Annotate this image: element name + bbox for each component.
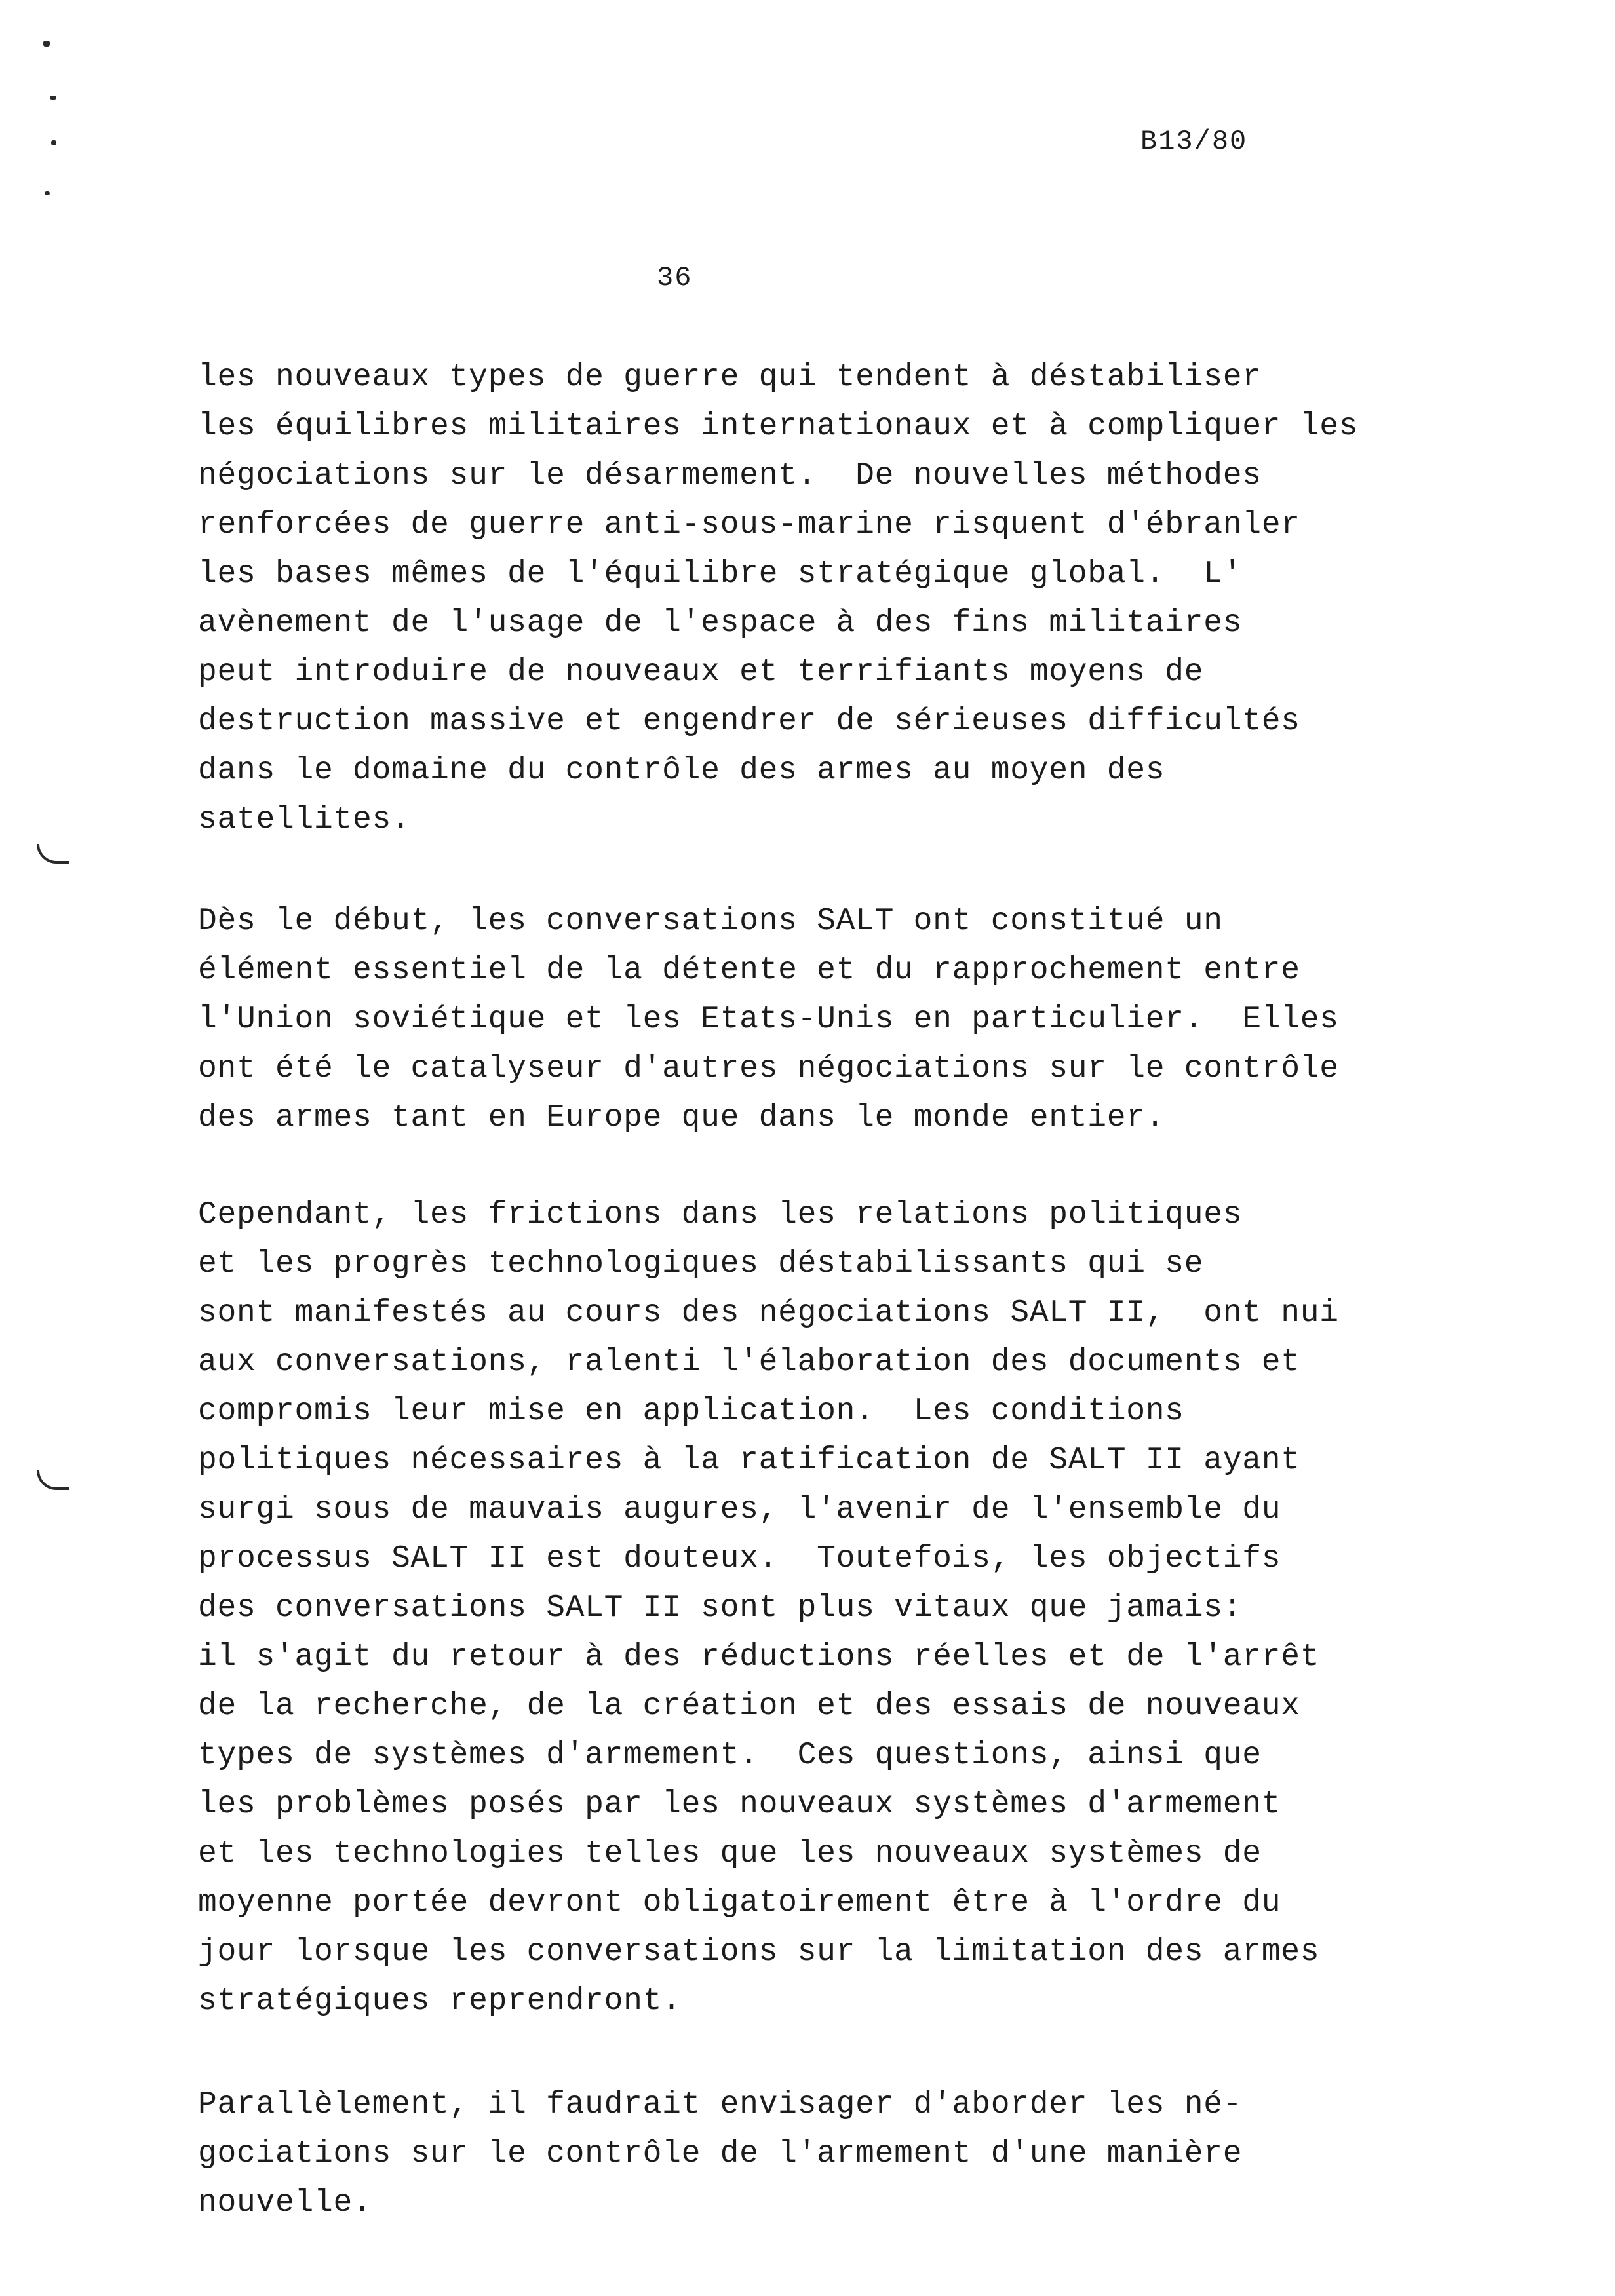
margin-binding-mark xyxy=(37,844,69,864)
margin-mark xyxy=(45,191,50,195)
text-line: et les technologies telles que les nouveaux systèmes de xyxy=(198,1836,1262,1871)
text-line: stratégiques reprendront. xyxy=(198,1983,682,2019)
text-line: destruction massive et engendrer de sérieuses difficultés xyxy=(198,704,1300,739)
paragraph xyxy=(198,897,1443,1143)
text-line: il s'agit du retour à des réductions réelles et de l'arrêt xyxy=(198,1639,1320,1675)
text-line: des armes tant en Europe que dans le monde entier. xyxy=(198,1100,1165,1136)
margin-mark xyxy=(50,96,56,100)
text-line: les nouveaux types de guerre qui tendent à déstabiliser xyxy=(198,360,1262,395)
text-line: avènement de l'usage de l'espace à des fins militaires xyxy=(198,605,1243,641)
text-line: processus SALT II est douteux. Toutefois, les objectifs xyxy=(198,1541,1281,1577)
margin-mark xyxy=(51,140,56,145)
text-line: renforcées de guerre anti-sous-marine risquent d'ébranler xyxy=(198,507,1300,543)
text-line: nouvelle. xyxy=(198,2185,372,2221)
document-reference: B13/80 xyxy=(1140,126,1248,157)
text-line: les équilibres militaires internationaux et à compliquer les xyxy=(198,409,1359,444)
paragraph xyxy=(198,353,1443,845)
text-line: aux conversations, ralenti l'élaboration des documents et xyxy=(198,1345,1300,1380)
text-line: négociations sur le désarmement. De nouvelles méthodes xyxy=(198,458,1262,493)
text-line: des conversations SALT II sont plus vitaux que jamais: xyxy=(198,1590,1243,1626)
text-line: gociations sur le contrôle de l'armement d'une manière xyxy=(198,2136,1243,2172)
text-line: types de systèmes d'armement. Ces questions, ainsi que xyxy=(198,1738,1262,1773)
text-line: l'Union soviétique et les Etats-Unis en particulier. Elles xyxy=(198,1002,1339,1037)
text-line: les bases mêmes de l'équilibre stratégique global. L' xyxy=(198,556,1243,592)
text-line: surgi sous de mauvais augures, l'avenir de l'ensemble du xyxy=(198,1492,1281,1527)
text-line: politiques nécessaires à la ratification de SALT II ayant xyxy=(198,1443,1300,1478)
text-line: peut introduire de nouveaux et terrifiants moyens de xyxy=(198,655,1204,690)
margin-mark xyxy=(43,41,50,47)
text-line: les problèmes posés par les nouveaux systèmes d'armement xyxy=(198,1787,1281,1822)
paragraph xyxy=(198,1191,1443,2026)
page-number: 36 xyxy=(657,262,693,294)
margin-binding-mark xyxy=(37,1470,69,1490)
text-line: dans le domaine du contrôle des armes au moyen des xyxy=(198,753,1165,788)
text-line: satellites. xyxy=(198,802,411,837)
text-line: sont manifestés au cours des négociations SALT II, ont nui xyxy=(198,1295,1339,1331)
text-line: ont été le catalyseur d'autres négociations sur le contrôle xyxy=(198,1051,1339,1086)
text-line: et les progrès technologiques déstabilissants qui se xyxy=(198,1246,1204,1282)
text-line: Parallèlement, il faudrait envisager d'aborder les né- xyxy=(198,2087,1243,2122)
text-line: Cependant, les frictions dans les relations politiques xyxy=(198,1197,1243,1233)
text-line: Dès le début, les conversations SALT ont constitué un xyxy=(198,904,1223,939)
text-line: de la recherche, de la création et des essais de nouveaux xyxy=(198,1689,1300,1724)
text-line: compromis leur mise en application. Les conditions xyxy=(198,1394,1184,1429)
text-line: moyenne portée devront obligatoirement être à l'ordre du xyxy=(198,1885,1281,1921)
paragraph xyxy=(198,2080,1443,2228)
text-line: jour lorsque les conversations sur la limitation des armes xyxy=(198,1934,1320,1970)
text-line: élément essentiel de la détente et du rapprochement entre xyxy=(198,953,1300,988)
